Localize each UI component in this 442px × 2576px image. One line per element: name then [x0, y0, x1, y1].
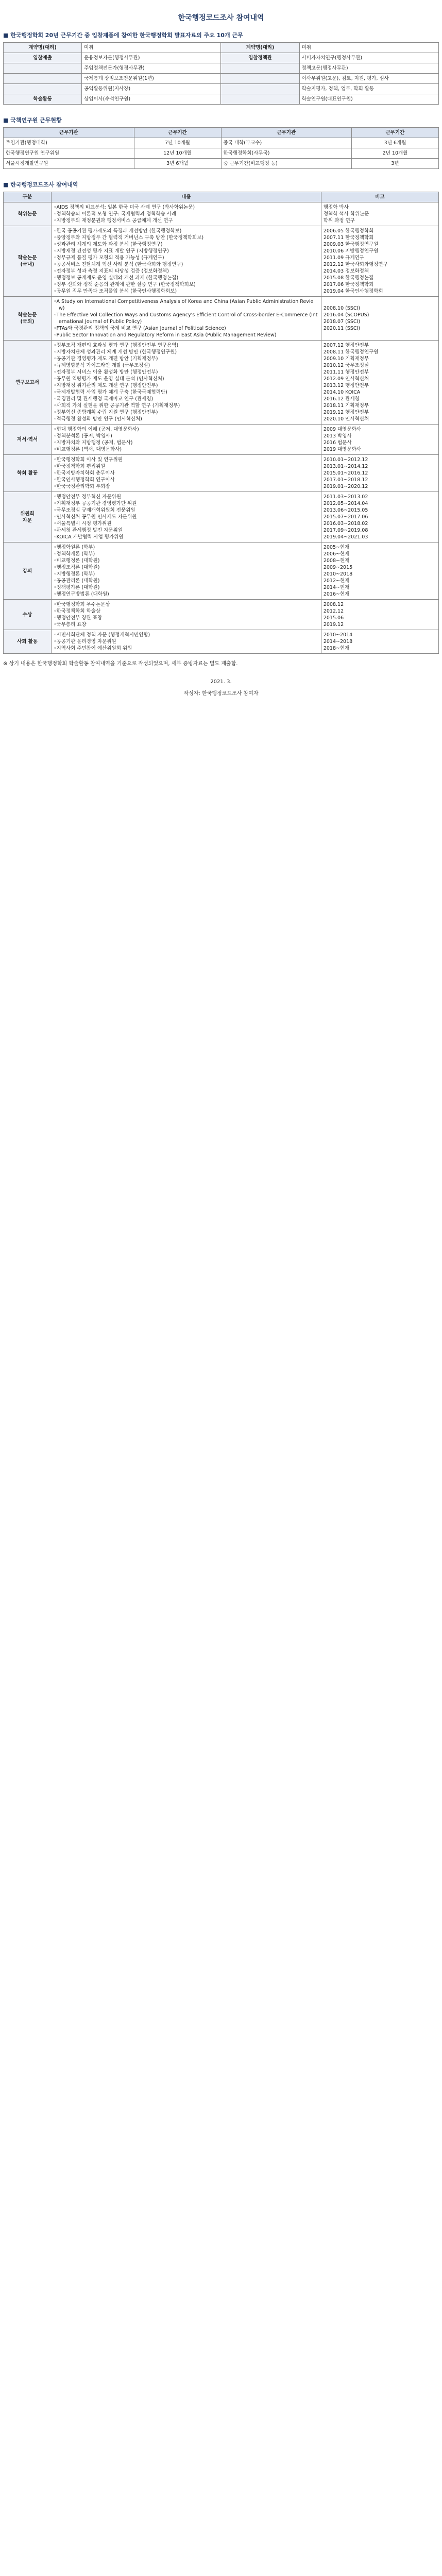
table-row	[4, 543, 439, 600]
list-item: ◦ 한국행정학회 우수논문상	[54, 601, 319, 608]
basic-key: 계약명(대리)	[221, 43, 299, 53]
list-item: ◦ 한국지방자치학회 총무이사	[54, 470, 319, 477]
list-item: ◦ 정책평가론 (대학원)	[54, 584, 319, 591]
list-item: ◦ 적극행정 활성화 방안 연구 (인사혁신처)	[54, 416, 319, 422]
basic-value: 미취	[299, 43, 438, 53]
activity-items	[51, 297, 321, 341]
list-item: ◦ 성과관리 체계의 제도화 과정 분석 (한국행정연구)	[54, 241, 319, 248]
basic-key	[221, 84, 299, 94]
activity-note: 2008.10 (SSCI) 2016.04 (SCOPUS) 2018.07 (SSCI) 2020.11 (SSCI)	[321, 297, 438, 341]
table-row	[4, 84, 439, 94]
list-item: ◦ 공공기관 윤리경영 자문위원	[54, 638, 319, 645]
document-page	[3, 0, 439, 697]
list-item: ◦ 국경관리 및 관세행정 국제비교 연구 (관세청)	[54, 396, 319, 402]
list-item: ◦ 정부 신뢰와 정책 순응의 관계에 관한 실증 연구 (한국정책학회보)	[54, 281, 319, 288]
basic-value: 학술연구원(대표연구원)	[299, 94, 438, 105]
list-item: ◦ KOICA 개발협력 사업 평가위원	[54, 534, 319, 540]
list-item: ◦ 중앙정부와 지방정부 간 협력적 거버넌스 구축 방안 (한국정책학회보)	[54, 234, 319, 241]
document-title: 한국행정코드조사 참여내역	[178, 14, 264, 22]
activity-note: 2007.12 행정안전부 2008.11 한국행정연구원 2009.10 기획재정부 2010.12 국무조정실 2011.11 행정안전부 2012.09 인사혁신처 2013.12 행정안전부 2014.10 KOICA 2016.12 관세청 2018.11 기획재정부 2019.12 행정안전부 2020.10 인사혁신처	[321, 341, 438, 425]
activity-items	[51, 341, 321, 425]
activity-note: 2005~현재 2006~현재 2008~현재 2009~2015 2010~2018 2012~현재 2014~현재 2016~현재	[321, 543, 438, 600]
basic-key: 입찰정책관	[221, 53, 299, 63]
list-item: ◦ 한국 공공기관 평가제도의 특징과 개선방안 (한국행정학보)	[54, 228, 319, 234]
activity-category: 수상	[4, 600, 52, 630]
list-item: ◦ Public Sector Innovation and Regulatory Reform in East Asia (Public Management Review)	[54, 332, 319, 338]
list-item: ◦ 지방행정론 (학부)	[54, 571, 319, 578]
basic-key	[4, 63, 82, 74]
basic-key: 입찰제출	[4, 53, 82, 63]
list-item: ◦ 시민사회단체 정책 자문 (행정개혁시민연합)	[54, 632, 319, 638]
activity-items	[51, 202, 321, 226]
activity-category: 사회 활동	[4, 630, 52, 654]
list-item: ◦ 전자정부 성과 측정 지표의 타당성 검증 (정보화정책)	[54, 268, 319, 275]
activity-items	[51, 543, 321, 600]
table-row	[4, 74, 439, 84]
career-cell: 한국행정연구원 연구위원	[4, 148, 134, 159]
table-row	[4, 63, 439, 74]
activity-items	[51, 630, 321, 654]
list-item: ◦ 현대 행정학의 이해 (공저, 대영문화사)	[54, 426, 319, 433]
basic-key	[221, 94, 299, 105]
list-item: ◦ 정부규제 품질 평가 모형의 적용 가능성 (규제연구)	[54, 255, 319, 261]
table-row	[4, 425, 439, 455]
basic-value: 사미자자치연구(행정사무관)	[299, 53, 438, 63]
career-table	[3, 127, 439, 169]
activity-items	[51, 600, 321, 630]
list-item: ◦ 비교행정론 (대학원)	[54, 557, 319, 564]
list-item: ◦ 정부조직 개편의 효과성 평가 연구 (행정안전부 연구용역)	[54, 342, 319, 349]
activities-section-title: ■ 한국행정코드조사 참여내역	[3, 181, 78, 188]
activity-category: 위원회 자문	[4, 492, 52, 543]
table-row	[4, 94, 439, 105]
basic-key: 학술활동	[4, 94, 82, 105]
list-item: ◦ 지방정부의 재정분권과 행정서비스 공급체계 개선 연구	[54, 217, 319, 224]
career-header: 근무기간	[352, 128, 439, 138]
activity-category: 학술논문 (국내)	[4, 226, 52, 297]
activity-category: 강의	[4, 543, 52, 600]
list-item: ◦ 한국국정관리학회 부회장	[54, 483, 319, 490]
activity-items	[51, 455, 321, 492]
list-item: ◦ 한국정책학회 학술상	[54, 608, 319, 615]
career-cell: 3년 6개월	[134, 159, 221, 169]
list-item: ◦ 전자정부 서비스 이용 활성화 방안 (행정안전부)	[54, 369, 319, 376]
career-cell: 3년	[352, 159, 439, 169]
table-row	[4, 159, 439, 169]
table-row	[4, 148, 439, 159]
basic-key	[221, 74, 299, 84]
list-item: ◦ 공무원 역량평가 제도 운영 실태 분석 (인사혁신처)	[54, 376, 319, 382]
activities-header: 비고	[321, 192, 438, 202]
list-item: ◦ 한국인사행정학회 연구이사	[54, 477, 319, 483]
career-cell: 서울시정개발연구원	[4, 159, 134, 169]
footer-signature: 작성자: 한국행정코드조사 참여자	[183, 691, 259, 697]
table-row	[4, 455, 439, 492]
list-item: ◦ 국무조정실 규제개혁위원회 전문위원	[54, 507, 319, 514]
activities-table	[3, 192, 439, 654]
table-row	[4, 297, 439, 341]
career-header: 근무기간	[134, 128, 221, 138]
activity-note: 2010~2014 2014~2018 2018~현재	[321, 630, 438, 654]
list-item: ◦ 한국정책학회 편집위원	[54, 463, 319, 470]
table-row	[4, 202, 439, 226]
activities-header: 구분	[4, 192, 52, 202]
list-item: ◦ 행정안전부 정부혁신 자문위원	[54, 494, 319, 500]
basic-value: 상임이사(수석연구원)	[82, 94, 221, 105]
basic-key	[4, 84, 82, 94]
activity-items	[51, 425, 321, 455]
table-row	[4, 630, 439, 654]
list-item: ◦ 관세청 관세행정 발전 자문위원	[54, 527, 319, 534]
activity-note: 2010.01~2012.12 2013.01~2014.12 2015.01~2016.12 2017.01~2018.12 2019.01~2020.12	[321, 455, 438, 492]
table-row	[4, 600, 439, 630]
career-header: 근무기관	[221, 128, 352, 138]
basic-table	[3, 42, 439, 105]
list-item: ◦ 기획재정부 공공기관 경영평가단 위원	[54, 500, 319, 507]
basic-value: 운용정보자문(행정사무관)	[82, 53, 221, 63]
activity-category: 학술논문 (국외)	[4, 297, 52, 341]
basic-value: 이사무위원(고문), 검토, 지원, 평가, 심사	[299, 74, 438, 84]
list-item: ◦ 지방자치와 지방행정 (공저, 법문사)	[54, 439, 319, 446]
basic-value: 주임정책전문가(행정사무관)	[82, 63, 221, 74]
career-cell: 주임기관(행정대학)	[4, 138, 134, 148]
activity-category: 학회 활동	[4, 455, 52, 492]
activity-category: 학위논문	[4, 202, 52, 226]
basic-value: 공익활동위원(지사장)	[82, 84, 221, 94]
activity-note: 2011.03~2013.02 2012.05~2014.04 2013.06~2015.05 2015.07~2017.06 2016.03~2018.02 2017.09~2019.08 2019.04~2021.03	[321, 492, 438, 543]
list-item: ◦ 국제개발협력 사업 평가 체계 구축 (한국국제협력단)	[54, 389, 319, 396]
career-header: 근무기관	[4, 128, 134, 138]
list-item: ◦ 행정정보 공개제도 운영 실태와 개선 과제 (한국행정논집)	[54, 275, 319, 281]
footer-note: ※ 상기 내용은 한국행정학회 학술활동 참여내역을 기준으로 작성되었으며, 세부 증빙자료는 별도 제출함.	[3, 661, 238, 667]
activity-note: 2008.12 2012.12 2015.06 2019.12	[321, 600, 438, 630]
career-cell: 2년 10개월	[352, 148, 439, 159]
list-item: ◦ 정책학습의 이론적 모형 연구: 국제협력과 정책학습 사례	[54, 211, 319, 217]
activity-note: 2006.05 한국행정학회 2007.11 한국정책학회 2009.03 한국행정연구원 2010.06 지방행정연구원 2011.09 규제연구 2012.12 한국사회와행정연구 2014.03 정보화정책 2015.08 한국행정논집 2017.06 한국정책학회 2019.04 한국인사행정학회	[321, 226, 438, 297]
list-item: ◦ 한국행정학회 이사 및 연구위원	[54, 456, 319, 463]
career-section-title: ■ 국책연구원 근무현황	[3, 117, 62, 124]
list-item: ◦ 행정학원론 (학부)	[54, 544, 319, 551]
list-item: ◦ 지방자치단체 성과관리 체계 개선 방안 (한국행정연구원)	[54, 349, 319, 355]
activity-items	[51, 226, 321, 297]
list-item: ◦ 국무총리 표창	[54, 621, 319, 628]
activities-header: 내용	[51, 192, 321, 202]
list-item: ◦ 비교행정론 (역서, 대영문화사)	[54, 446, 319, 453]
basic-key	[221, 63, 299, 74]
list-item: ◦ 공공기관 경영평가 제도 개편 방안 (기획재정부)	[54, 355, 319, 362]
list-item: ◦ 지방재정 위기관리 제도 개선 연구 (행정안전부)	[54, 382, 319, 389]
table-row	[4, 138, 439, 148]
table-row	[4, 43, 439, 53]
career-cell: 3년 6개월	[352, 138, 439, 148]
basic-value: 정책고문(행정사무관)	[299, 63, 438, 74]
career-cell: 한국행정학회(사무국)	[221, 148, 352, 159]
basic-value: 미취	[82, 43, 221, 53]
career-cell: 7년 10개월	[134, 138, 221, 148]
list-item: ◦ 인사혁신처 공무원 인사제도 자문위원	[54, 514, 319, 520]
list-item: ◦ 정부혁신 종합계획 수립 지원 연구 (행정안전부)	[54, 409, 319, 416]
table-row	[4, 341, 439, 425]
activity-category: 연구보고서	[4, 341, 52, 425]
list-item: ◦ 사회적 가치 실현을 위한 공공기관 역할 연구 (기획재정부)	[54, 402, 319, 409]
basic-key	[4, 74, 82, 84]
list-item: ◦ 정책학개론 (학부)	[54, 551, 319, 557]
list-item: ◦ 공공관리론 (대학원)	[54, 578, 319, 584]
activity-items	[51, 492, 321, 543]
basic-value: 학술지평가, 정책, 업무, 학회 활동	[299, 84, 438, 94]
table-row	[4, 492, 439, 543]
list-item: ◦ 공무원 직무 만족과 조직몰입 분석 (한국인사행정학회보)	[54, 288, 319, 295]
footer-date: 2021. 3.	[210, 679, 232, 685]
career-cell: 중 근무기간(비교행정 등)	[221, 159, 352, 169]
table-row	[4, 53, 439, 63]
list-item: ◦ 행정연구방법론 (대학원)	[54, 591, 319, 598]
list-item: ◦ The Effective Vol Collection Ways and Customs Agency's Efficient Control of Cross-border E-Commerce (International Journal of Public Policy)	[54, 312, 319, 325]
list-item: ◦ 지방재정 건전성 평가 지표 개발 연구 (지방행정연구)	[54, 248, 319, 255]
table-row	[4, 226, 439, 297]
list-item: ◦ 행정안전부 장관 표창	[54, 615, 319, 621]
list-item: ◦ 규제영향분석 가이드라인 개발 (국무조정실)	[54, 362, 319, 369]
list-item: ◦ AIDS 정책의 비교분석: 일본 한국 미국 사례 연구 (박사학위논문)	[54, 204, 319, 211]
activity-note: 행정학 박사 정책학 석사 학위논문 학위 과정 연구	[321, 202, 438, 226]
list-item: ◦ 공공서비스 전달체계 혁신 사례 분석 (한국사회와 행정연구)	[54, 261, 319, 268]
list-item: ◦ 행정조직론 (대학원)	[54, 564, 319, 571]
activity-note: 2009 대영문화사 2013 박영사 2016 법문사 2019 대영문화사	[321, 425, 438, 455]
basic-section-title: ■ 한국행정학회 20년 근무기간 중 입찰제품에 참여한 한국행정학회 발표자료의 주요 10개 근무	[3, 32, 243, 39]
basic-key: 계약명(대리)	[4, 43, 82, 53]
activity-category: 저서·역서	[4, 425, 52, 455]
career-cell: 중국 대학(부교수)	[221, 138, 352, 148]
basic-value: 국제통계 상임보조전문위원(1년)	[82, 74, 221, 84]
list-item: ◦ A Study on International Competitiveness Analysis of Korea and China (Asian Public Administration Review)	[54, 298, 319, 312]
list-item: ◦ 서울특별시 시정 평가위원	[54, 520, 319, 527]
list-item: ◦ 정책분석론 (공저, 박영사)	[54, 433, 319, 439]
list-item: ◦ FTAs와 국경관리 정책의 국제 비교 연구 (Asian Journal of Political Science)	[54, 325, 319, 332]
list-item: ◦ 지역사회 주민참여 예산위원회 위원	[54, 645, 319, 652]
career-cell: 12년 10개월	[134, 148, 221, 159]
